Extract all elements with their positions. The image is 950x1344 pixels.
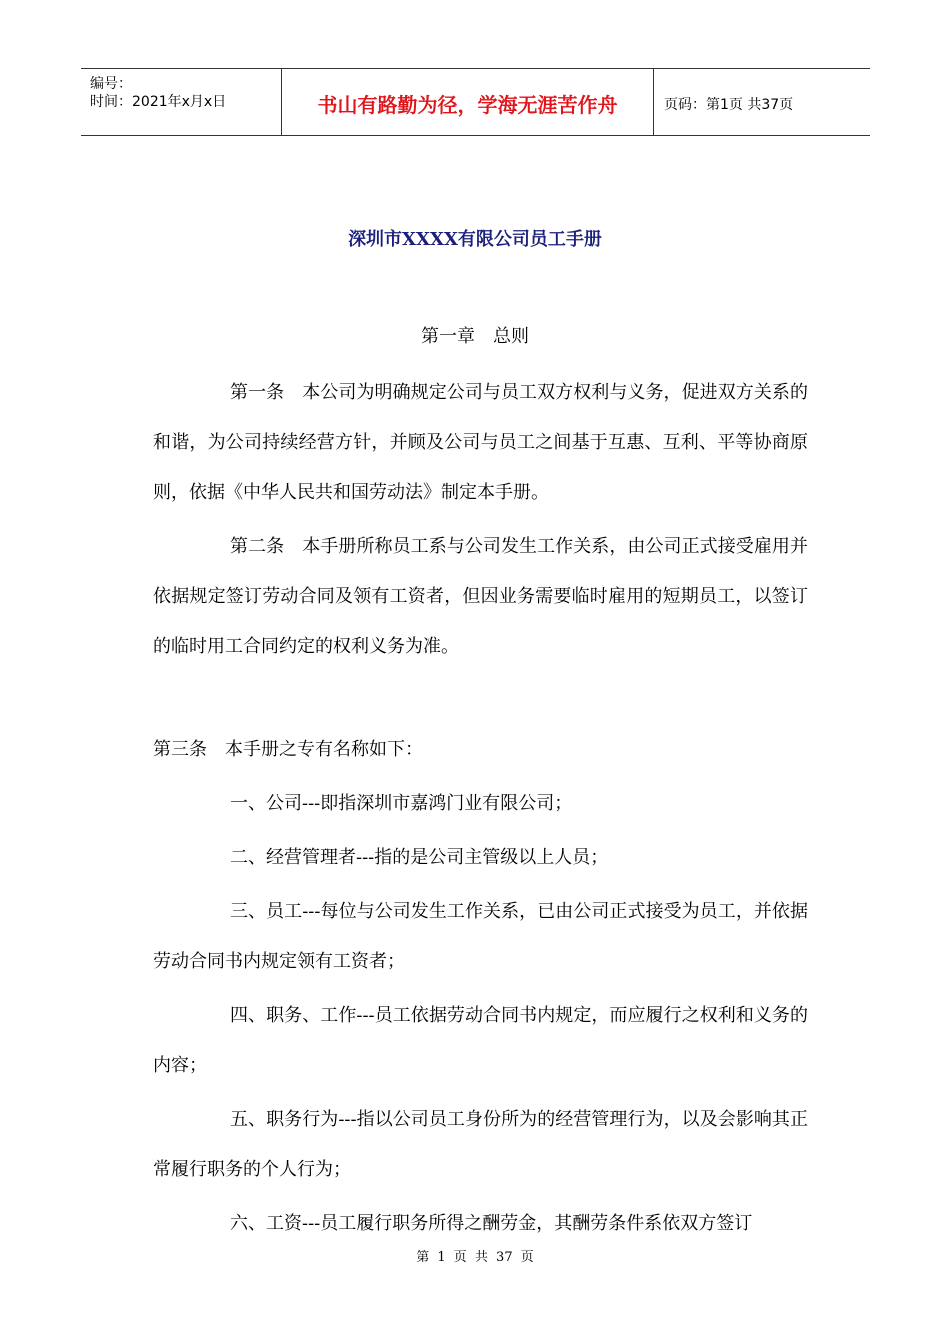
article-3: 第三条 本手册之专有名称如下： <box>153 739 423 760</box>
header-meta-cell <box>81 69 281 135</box>
document-time-label: 时间：2021年x月x日 <box>90 94 227 110</box>
article-2: 第二条 本手册所称员工系与公司发生工作关系，由公司正式接受雇用并依据规定签订劳动合同及领有工资者，但因业务需要临时雇用的短期员工，以签订的临时用工合同约定的权利义务为准。 <box>153 536 808 657</box>
definition-item: 三、员工---每位与公司发生工作关系，已由公司正式接受为员工，并依据劳动合同书内规定领有工资者； <box>153 901 808 972</box>
definition-item: 一、公司---即指深圳市嘉鸿门业有限公司； <box>230 793 573 814</box>
header-motto: 书山有路勤为径，学海无涯苦作舟 <box>281 69 654 135</box>
document-body <box>153 368 808 1249</box>
definition-item: 五、职务行为---指以公司员工身份所为的经营管理行为，以及会影响其正常履行职务的个人行为； <box>153 1109 808 1180</box>
header-table <box>81 68 870 136</box>
chapter-heading: 第一章 总则 <box>421 326 529 347</box>
definition-item: 六、工资---员工履行职务所得之酬劳金，其酬劳条件系依双方签订 <box>230 1213 753 1234</box>
document-title: 深圳市XXXX有限公司员工手册 <box>348 229 602 250</box>
page-footer: 第 1 页 共 37 页 <box>416 1250 534 1265</box>
definition-item: 二、经营管理者---指的是公司主管级以上人员； <box>230 847 609 868</box>
document-number-label: 编号： <box>90 76 132 92</box>
article-1: 第一条 本公司为明确规定公司与员工双方权利与义务，促进双方关系的和谐，为公司持续经营方针，并顾及公司与员工之间基于互惠、互利、平等协商原则，依据《中华人民共和国劳动法》制定本手册。 <box>153 382 808 503</box>
definition-item: 四、职务、工作---员工依据劳动合同书内规定，而应履行之权利和义务的内容； <box>153 1005 808 1076</box>
header-page-info: 页码：第1页 共37页 <box>664 96 794 113</box>
